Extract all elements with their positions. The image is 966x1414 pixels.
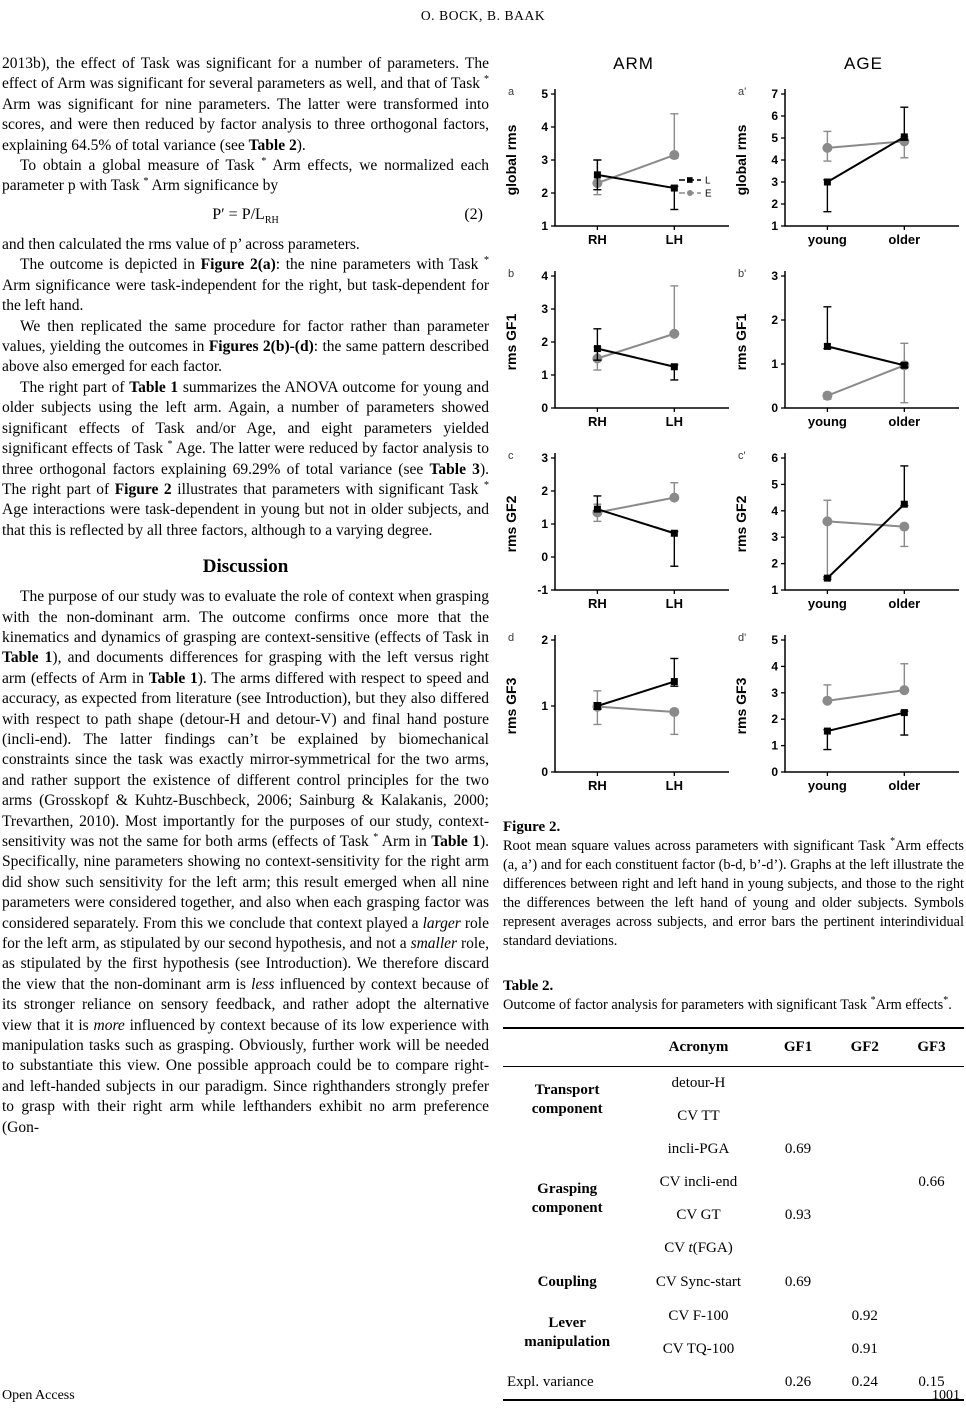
svg-text:1: 1 bbox=[771, 738, 778, 753]
gf1-cell bbox=[766, 1067, 831, 1101]
gf1-cell: 0.69 bbox=[784, 1141, 812, 1157]
group-label: Coupling bbox=[537, 1274, 597, 1290]
svg-text:young: young bbox=[807, 232, 847, 247]
svg-text:b': b' bbox=[738, 268, 747, 280]
chart-panel-d-prime bbox=[733, 626, 964, 802]
svg-text:2: 2 bbox=[771, 556, 778, 571]
svg-text:young: young bbox=[807, 414, 847, 429]
column-header bbox=[503, 1028, 631, 1067]
left-column bbox=[2, 54, 489, 1401]
table-row bbox=[503, 1133, 964, 1166]
expl-variance-label: Expl. variance bbox=[507, 1374, 594, 1390]
svg-text:5: 5 bbox=[771, 131, 778, 145]
gf1-cell: 0.26 bbox=[784, 1374, 812, 1390]
figure-grid bbox=[503, 80, 964, 802]
figure-caption bbox=[503, 818, 964, 951]
svg-text:6: 6 bbox=[771, 109, 778, 123]
chart-svg-d-prime bbox=[733, 626, 962, 802]
figure-column-title-arm: ARM bbox=[613, 54, 654, 73]
chart-panel-b-prime bbox=[733, 262, 964, 438]
gf3-cell bbox=[899, 1333, 964, 1366]
svg-text:2: 2 bbox=[771, 313, 778, 327]
acronym-cell: CV TQ-100 bbox=[662, 1341, 735, 1357]
svg-text:0: 0 bbox=[541, 765, 548, 779]
gf2-cell: 0.24 bbox=[851, 1374, 878, 1390]
svg-text:LH: LH bbox=[665, 596, 683, 611]
svg-text:2: 2 bbox=[541, 484, 548, 498]
svg-text:2: 2 bbox=[541, 633, 548, 647]
svg-text:3: 3 bbox=[771, 685, 778, 700]
gf3-cell: 0.15 bbox=[918, 1374, 945, 1390]
svg-text:1: 1 bbox=[541, 219, 548, 233]
svg-text:young: young bbox=[807, 596, 847, 611]
acronym-cell: detour-H bbox=[671, 1075, 726, 1091]
gf1-cell: 0.69 bbox=[784, 1274, 812, 1290]
chart-panel-a-prime bbox=[733, 80, 964, 256]
svg-text:1: 1 bbox=[771, 219, 778, 233]
svg-text:3: 3 bbox=[771, 269, 778, 283]
two-column-body bbox=[2, 54, 964, 1401]
gf1-cell bbox=[766, 1166, 831, 1199]
svg-text:2: 2 bbox=[771, 197, 778, 211]
svg-text:L: L bbox=[705, 175, 711, 187]
chart-svg-d bbox=[503, 626, 732, 802]
gf2-cell: 0.91 bbox=[851, 1341, 878, 1357]
svg-text:2: 2 bbox=[541, 186, 548, 200]
svg-text:E: E bbox=[705, 188, 712, 200]
svg-text:c: c bbox=[508, 450, 514, 462]
svg-text:0: 0 bbox=[541, 401, 548, 415]
gf2-cell: 0.92 bbox=[851, 1308, 878, 1324]
svg-text:d: d bbox=[508, 632, 515, 644]
footer-page-number: 1001 bbox=[932, 1388, 960, 1403]
gf3-cell bbox=[899, 1265, 964, 1300]
group-label: Grasping component bbox=[531, 1181, 603, 1216]
equation-body: $P' = P/L_{RH}$ bbox=[212, 205, 279, 227]
svg-text:1: 1 bbox=[541, 699, 548, 713]
svg-text:1: 1 bbox=[771, 583, 778, 597]
acronym-cell: CV TT bbox=[677, 1108, 720, 1124]
chart-svg-c bbox=[503, 444, 732, 620]
factor-table bbox=[503, 1027, 964, 1401]
gf1-cell: 0.93 bbox=[784, 1207, 812, 1223]
chart-svg-c-prime bbox=[733, 444, 962, 620]
section-heading-discussion: Discussion bbox=[202, 556, 289, 578]
svg-text:-1: -1 bbox=[537, 583, 548, 597]
gf3-cell: 0.66 bbox=[918, 1174, 945, 1190]
paragraph: and then calculated the rms value of p’ across parameters. bbox=[2, 236, 360, 254]
svg-text:young: young bbox=[807, 778, 847, 793]
acronym-cell: CV t(FGA) bbox=[664, 1240, 733, 1256]
equation-2 bbox=[2, 206, 489, 226]
svg-text:2: 2 bbox=[771, 712, 778, 727]
acronym-cell: CV Sync-start bbox=[655, 1274, 742, 1290]
gf1-cell bbox=[766, 1300, 831, 1333]
paragraph: To obtain a global measure of Task * Arm effects, we normalized each parameter p with Task * Arm significance by bbox=[2, 155, 489, 195]
figure-caption-title: Figure 2. bbox=[503, 819, 561, 835]
gf3-cell bbox=[899, 1232, 964, 1265]
svg-text:b: b bbox=[508, 268, 515, 280]
gf2-cell bbox=[831, 1100, 900, 1133]
svg-text:older: older bbox=[888, 778, 921, 793]
svg-text:a: a bbox=[508, 86, 515, 98]
svg-text:older: older bbox=[888, 596, 921, 611]
figure-column-titles bbox=[503, 54, 964, 80]
svg-text:older: older bbox=[888, 232, 921, 247]
svg-text:5: 5 bbox=[541, 87, 548, 101]
gf2-cell bbox=[831, 1199, 900, 1232]
chart-svg-b-prime bbox=[733, 262, 962, 438]
svg-text:0: 0 bbox=[771, 401, 778, 415]
figure-column-title-age: AGE bbox=[844, 54, 883, 73]
gf2-cell bbox=[831, 1232, 900, 1265]
footer-open-access: Open Access bbox=[2, 1388, 75, 1403]
table-header-row bbox=[503, 1028, 964, 1067]
acronym-cell: incli-PGA bbox=[667, 1141, 730, 1157]
gf3-cell bbox=[899, 1100, 964, 1133]
gf2-cell bbox=[831, 1133, 900, 1166]
table2-caption: Outcome of factor analysis for parameters with significant Task *Arm effects*. bbox=[503, 995, 952, 1013]
svg-text:4: 4 bbox=[541, 269, 548, 283]
equation-number: (2) bbox=[464, 205, 483, 223]
chart-panel-c-prime bbox=[733, 444, 964, 620]
gf1-cell bbox=[766, 1333, 831, 1366]
chart-svg-a bbox=[503, 80, 732, 256]
svg-text:c': c' bbox=[738, 450, 746, 462]
acronym-cell: CV incli-end bbox=[659, 1174, 738, 1190]
table-row bbox=[503, 1265, 964, 1300]
svg-text:RH: RH bbox=[587, 596, 607, 611]
svg-text:rms GF2: rms GF2 bbox=[733, 495, 749, 553]
paragraph: The outcome is depicted in Figure 2(a): the nine parameters with Task * Arm significance were task-independent for the right, but task-dependent for the left hand. bbox=[2, 255, 489, 315]
svg-text:global rms: global rms bbox=[503, 124, 519, 196]
paragraph: We then replicated the same procedure for factor rather than parameter values, yielding the outcomes in Figures 2(b)-(d): the same pattern described above also emerged for each factor. bbox=[2, 317, 489, 376]
svg-text:rms GF3: rms GF3 bbox=[733, 677, 749, 735]
paragraph: 2013b), the effect of Task was significant for a number of parameters. The effect of Arm was significant for several parameters as well, and that of Task * Arm was significant for nine parameters. The latter were transformed into scores, and were then reduced by factor analysis to three orthogonal factors, explaining 64.5% of total variance (see Table 2). bbox=[2, 55, 489, 154]
svg-text:4: 4 bbox=[771, 153, 778, 167]
svg-text:older: older bbox=[888, 414, 921, 429]
svg-text:3: 3 bbox=[541, 153, 548, 167]
group-label: Lever manipulation bbox=[524, 1315, 611, 1350]
gf3-cell bbox=[899, 1067, 964, 1101]
svg-text:3: 3 bbox=[541, 451, 548, 465]
svg-text:rms GF1: rms GF1 bbox=[503, 313, 519, 371]
page-footer bbox=[2, 1388, 960, 1404]
svg-text:5: 5 bbox=[771, 633, 778, 647]
svg-text:d': d' bbox=[738, 632, 747, 644]
table-row bbox=[503, 1067, 964, 1101]
svg-text:RH: RH bbox=[587, 778, 607, 793]
gf3-cell bbox=[899, 1300, 964, 1333]
svg-text:LH: LH bbox=[665, 778, 683, 793]
gf2-cell bbox=[831, 1265, 900, 1300]
paragraph: The purpose of our study was to evaluate the role of context when grasping with the non-dominant arm. The outcome confirms once more that the kinematics and dynamics of grasping are context-sensitive (effects of Task in Table 1), and documents differences for grasping with the left versus right arm (effects of Arm in Table 1). The arms differed with respect to speed and accuracy, as expected from literature (see Introduction), but they also differed with respect to path shape (detour-H and detour-V) and final hand posture (incli-end). The latter findings can’t be explained by biomechanical constraints since the task was exactly mirror-symmetrical for the two arms, and rather support the existence of different control principles for the two arms (Grosskopf & Kuhtz-Buschbeck, 2006; Sainburg & Kalakanis, 2000; Trevarthen, 2010). Most importantly for the purposes of our study, context-sensitivity was not the same for both arms (effects of Task * Arm in Table 1). Specifically, nine parameters showing no context-sensitivity for the right arm did show such sensitivity for the left arm; this result emerged when all nine parameters were considered together, and also when each grasping factor was considered separately. From this we conclude that context played a larger role for the left arm, as stipulated by our second hypothesis, and not a smaller role, as stipulated by the first hypothesis (see Introduction). We therefore discard the view that the non-dominant arm is less influenced by context because of its stronger reliance on sensory feedback, and rather adopt the alternative view that it is more influenced by context because of its low experience with manipulation tasks such as grasping. Obviously, further work will be needed to substantiate this view. One possible approach could be to compare right- and left-handed subjects in our paradigm. Since righthanders strongly prefer to grasp with their right arm while lefthanders exhibit no arm preference (Gon- bbox=[2, 588, 490, 1136]
right-column bbox=[503, 54, 964, 1401]
table2-block bbox=[503, 977, 964, 1401]
group-label: Transport component bbox=[531, 1082, 603, 1117]
column-header: Acronym bbox=[631, 1028, 765, 1067]
svg-text:5: 5 bbox=[771, 477, 778, 492]
svg-text:global rms: global rms bbox=[733, 124, 749, 196]
chart-svg-b bbox=[503, 262, 732, 438]
svg-text:RH: RH bbox=[587, 232, 607, 247]
gf1-cell bbox=[766, 1100, 831, 1133]
chart-panel-d bbox=[503, 626, 733, 802]
svg-text:2: 2 bbox=[541, 335, 548, 349]
svg-text:rms GF2: rms GF2 bbox=[503, 495, 519, 553]
svg-text:4: 4 bbox=[771, 503, 778, 518]
chart-panel-b bbox=[503, 262, 733, 438]
paragraph: The right part of Table 1 summarizes the ANOVA outcome for young and older subjects using the left arm. Again, a number of parameters showed significant effects of Task and/or Age, and eight parameters yielded significant effects of Task * Age. The latter were reduced by factor analysis to three orthogonal factors explaining 69.29% of total variance (see Table 3). The right part of Figure 2 illustrates that parameters with significant Task * Age interactions were task-dependent in young but not in older subjects, and that this is reflected by all three factors, although to a varying degree. bbox=[2, 378, 490, 539]
chart-panel-c bbox=[503, 444, 733, 620]
svg-text:3: 3 bbox=[771, 530, 778, 545]
gf3-cell bbox=[899, 1133, 964, 1166]
svg-text:1: 1 bbox=[771, 357, 778, 371]
svg-text:4: 4 bbox=[771, 659, 778, 674]
chart-svg-a-prime bbox=[733, 80, 962, 256]
running-head: O. BOCK, B. BAAK bbox=[420, 8, 546, 23]
svg-text:LH: LH bbox=[665, 414, 683, 429]
column-header: GF1 bbox=[766, 1028, 831, 1067]
svg-text:RH: RH bbox=[587, 414, 607, 429]
figure-caption-body: Root mean square values across parameters with significant Task *Arm effects (a, a’) and for each constituent factor (b-d, b’-d’). Graphs at the left illustrate the differences between right and left hand in young subjects, and those to the right the differences between the left hand of young and older subjects. Symbols represent averages across subjects, and error bars the pertinent interindividual standard deviations. bbox=[503, 836, 964, 949]
svg-text:LH: LH bbox=[665, 232, 683, 247]
table2-title: Table 2. bbox=[503, 978, 554, 994]
svg-text:3: 3 bbox=[771, 175, 778, 189]
svg-text:0: 0 bbox=[541, 550, 548, 564]
acronym-cell: CV GT bbox=[676, 1207, 721, 1223]
column-header: GF2 bbox=[831, 1028, 900, 1067]
svg-text:rms GF3: rms GF3 bbox=[503, 677, 519, 735]
table-row bbox=[503, 1300, 964, 1333]
column-header: GF3 bbox=[899, 1028, 964, 1067]
svg-text:3: 3 bbox=[541, 302, 548, 316]
chart-panel-a bbox=[503, 80, 733, 256]
svg-text:4: 4 bbox=[541, 120, 548, 134]
svg-text:1: 1 bbox=[541, 368, 548, 382]
gf1-cell bbox=[766, 1232, 831, 1265]
svg-text:0: 0 bbox=[771, 765, 778, 779]
svg-text:a': a' bbox=[738, 86, 747, 98]
svg-text:1: 1 bbox=[541, 517, 548, 531]
svg-text:7: 7 bbox=[771, 87, 778, 101]
svg-text:6: 6 bbox=[771, 451, 778, 465]
gf2-cell bbox=[831, 1166, 900, 1199]
gf3-cell bbox=[899, 1199, 964, 1232]
svg-text:rms GF1: rms GF1 bbox=[733, 313, 749, 371]
acronym-cell: CV F-100 bbox=[668, 1308, 729, 1324]
gf2-cell bbox=[831, 1067, 900, 1101]
